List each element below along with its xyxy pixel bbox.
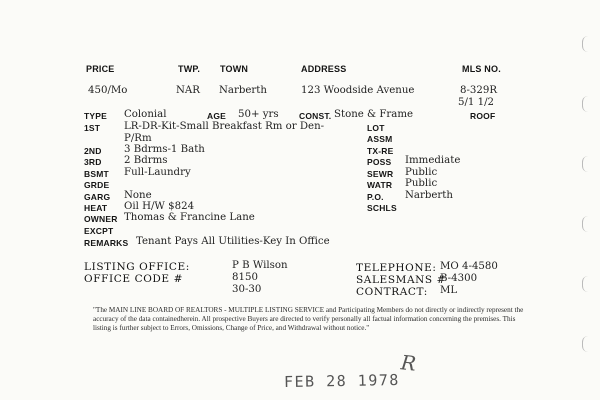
owner-value: Thomas & Francine Lane (124, 212, 255, 223)
po-label: P.O. (367, 192, 384, 202)
age-value: 50+ yrs (238, 109, 279, 120)
const-value: Stone & Frame (334, 109, 414, 120)
third-floor-label: 3RD (84, 157, 102, 167)
punch-hole-mark (582, 216, 588, 232)
schls-label: SCHLS (367, 203, 397, 213)
garg-label: GARG (84, 192, 111, 202)
assm-label: ASSM (367, 134, 393, 144)
type-value: Colonial (124, 109, 167, 120)
age-label: AGE (207, 111, 227, 121)
first-floor-value: LR-DR-Kit-Small Breakfast Rm or Den- (124, 121, 325, 132)
price-value: 450/Mo (88, 85, 128, 96)
punch-hole-mark (582, 96, 588, 112)
second-floor-value: 3 Bdrms-1 Bath (124, 144, 205, 155)
contract-label: CONTRACT: (356, 286, 428, 298)
second-floor-label: 2ND (84, 146, 102, 156)
remarks-value: Tenant Pays All Utilities-Key In Office (136, 236, 330, 247)
first-floor-value-cont: P/Rm (124, 133, 152, 144)
first-floor-label: 1ST (84, 123, 101, 133)
address-label: ADDRESS (301, 64, 347, 74)
town-label: TOWN (220, 64, 249, 74)
po-value: Narberth (405, 190, 453, 201)
txre-label: TX-RE (367, 146, 394, 156)
telephone-value: MO 4-4580 (440, 261, 498, 272)
salesmans-value: B-4300 (440, 273, 478, 284)
salesmans-label: SALESMANS # (356, 274, 447, 286)
punch-hole-mark (582, 156, 588, 172)
lot-label: LOT (367, 123, 385, 133)
third-floor-value: 2 Bdrms (124, 155, 168, 166)
telephone-label: TELEPHONE: (356, 262, 437, 274)
twp-value: NAR (176, 85, 200, 96)
price-label: PRICE (86, 64, 115, 74)
type-label: TYPE (84, 111, 108, 121)
twp-label: TWP. (178, 64, 201, 74)
garg-value: None (124, 190, 152, 201)
roof-label: ROOF (470, 111, 496, 121)
office-code-value: 8150 (232, 272, 258, 283)
sewr-label: SEWR (367, 169, 394, 179)
handwritten-initial: R (399, 350, 418, 376)
const-label: CONST. (299, 111, 332, 121)
punch-hole-mark (582, 336, 588, 352)
excpt-label: EXCPT (84, 226, 114, 236)
heat-value: Oil H/W $824 (124, 201, 195, 212)
listing-office-value: P B Wilson (232, 260, 288, 271)
contract-value: ML (440, 285, 458, 296)
bsmt-value: Full-Laundry (124, 167, 191, 178)
heat-label: HEAT (84, 203, 108, 213)
poss-label: POSS (367, 157, 392, 167)
mls-number: 8-329R (460, 85, 498, 96)
punch-hole-mark (582, 276, 588, 292)
watr-value: Public (405, 178, 438, 189)
listing-office-label: LISTING OFFICE: (84, 261, 190, 273)
disclaimer-text: "The MAIN LINE BOARD OF REALTORS - MULTIPLE LISTING SERVICE and Participating Members do not directly or indirectly represent the accuracy of the data containedherein. All prospective Buyers are directed to verify personally all factual information concerning the premises. This listing is further subject to Errors, Omissions, Change of Price, and Withdrawal without notice." (93, 306, 524, 333)
sewr-value: Public (405, 167, 438, 178)
address-value: 123 Woodside Avenue (301, 85, 415, 96)
town-value: Narberth (219, 85, 267, 96)
mls-date: 5/1 1/2 (458, 97, 495, 108)
remarks-label: REMARKS (84, 238, 129, 248)
punch-hole-mark (582, 36, 588, 52)
poss-value: Immediate (405, 155, 461, 166)
owner-label: OWNER (84, 214, 118, 224)
watr-label: WATR (367, 180, 393, 190)
date-received-stamp: FEB 28 1978 (283, 370, 400, 392)
mls-label: MLS NO. (462, 64, 501, 74)
office-code-secondary: 30-30 (232, 284, 262, 295)
bsmt-label: BSMT (84, 169, 109, 179)
office-code-label: OFFICE CODE # (84, 273, 184, 285)
grde-label: GRDE (84, 180, 110, 190)
